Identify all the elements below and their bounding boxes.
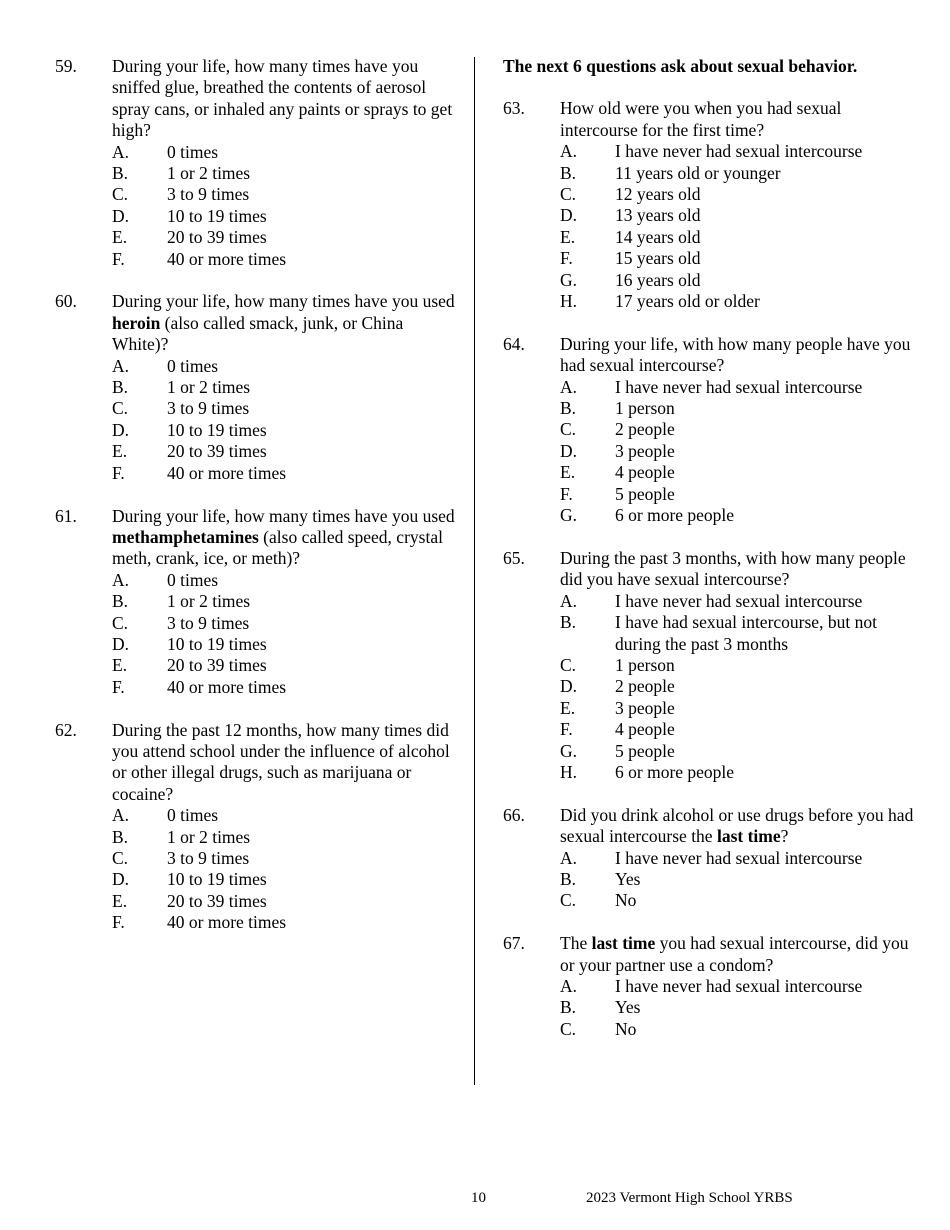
option-text: 20 to 39 times [167,227,267,248]
option-letter: F. [112,912,125,933]
question-header [503,334,923,377]
question-59 [55,56,455,270]
option-text: 0 times [167,805,219,826]
option-text: 3 to 9 times [167,398,250,419]
option-text: 0 times [167,569,219,590]
option-text: Yes [615,868,641,889]
question-text-segment: ? [780,826,789,847]
answer-option [560,441,923,462]
option-letter: B. [112,826,129,847]
option-letter: B. [112,377,129,398]
option-letter: F. [112,248,125,269]
answer-option [112,398,455,419]
option-letter: E. [560,226,576,247]
answer-option [112,206,455,227]
answer-option [112,848,455,869]
option-letter: F. [112,676,125,697]
option-text: Yes [615,997,641,1018]
question-text [560,98,923,141]
option-letter: H. [560,291,578,312]
option-text: 10 to 19 times [167,869,267,890]
question-text-segment: (also called speed, crystal meth, crank, ice, or meth)? [112,526,443,569]
answer-option [560,248,923,269]
answer-option [560,462,923,483]
option-letter: H. [560,761,578,782]
question-header [503,98,923,141]
question-63 [503,98,923,312]
option-letter: F. [560,248,573,269]
option-text: I have never had sexual intercourse [615,976,863,996]
option-letter: E. [560,697,576,718]
question-text-segment: Did you drink alcohol or use drugs before you had sexual intercourse the [560,804,914,847]
question-text [112,56,455,142]
option-letter: A. [560,976,578,996]
option-letter: E. [112,890,128,911]
question-text-segment: During your life, how many times have you sniffed glue, breathed the contents of aerosol spray cans, or inhaled any paints or sprays to get high? [112,56,453,141]
question-text [560,548,923,591]
option-text: 3 people [615,697,675,718]
answer-option [560,591,923,612]
option-text: 6 or more people [615,505,735,526]
option-letter: E. [112,227,128,248]
option-letter: E. [560,462,576,483]
question-text [112,291,455,355]
answer-option [560,698,923,719]
answer-option [112,249,455,270]
document-title: 2023 Vermont High School YRBS [586,1190,793,1206]
question-66 [503,805,923,912]
option-text: 20 to 39 times [167,655,267,676]
option-letter: A. [112,569,130,590]
option-text: I have never had sexual intercourse [615,376,863,397]
option-letter: A. [112,805,130,826]
question-number: 64. [503,333,525,354]
answer-option [560,890,923,911]
option-letter: A. [560,141,578,162]
answer-option [560,377,923,398]
answer-option [112,677,455,698]
option-letter: C. [560,184,577,205]
answer-option [560,270,923,291]
question-number: 63. [503,98,525,119]
answer-option [560,205,923,226]
option-text: 12 years old [615,184,701,205]
question-emphasis: last time [591,933,656,954]
option-text: 1 person [615,398,675,419]
answer-option [112,591,455,612]
page-number: 10 [471,1190,486,1206]
option-text: 15 years old [615,248,701,269]
option-letter: A. [560,376,578,397]
option-text: 3 to 9 times [167,184,250,205]
question-64 [503,334,923,527]
answer-option [560,227,923,248]
answer-option [112,377,455,398]
option-text: 20 to 39 times [167,441,267,462]
answer-option [112,356,455,377]
option-letter: D. [112,633,130,654]
option-text: 1 person [615,654,675,675]
option-text: 6 or more people [615,761,735,782]
question-65 [503,548,923,783]
option-text: 40 or more times [167,248,287,269]
option-text: No [615,1018,637,1039]
option-letter: G. [560,269,578,290]
option-text: 5 people [615,740,675,761]
option-letter: C. [112,398,129,419]
option-text: 1 or 2 times [167,377,251,398]
question-number: 61. [55,505,77,526]
answer-option [560,655,923,676]
option-letter: B. [560,398,577,419]
answer-option [112,869,455,890]
answer-option [560,163,923,184]
option-letter: A. [112,141,130,162]
option-text: 2 people [615,676,675,697]
question-emphasis: heroin [112,312,161,333]
answer-option [560,398,923,419]
option-letter: E. [112,655,128,676]
option-text: 20 to 39 times [167,890,267,911]
option-letter: F. [112,462,125,483]
question-number: 59. [55,56,77,76]
question-text-segment: During your life, how many times have you used [112,291,455,312]
answer-option [112,912,455,933]
option-text: 4 people [615,462,675,483]
option-letter: A. [560,590,578,611]
option-text: 14 years old [615,226,701,247]
answer-option [112,184,455,205]
question-header [55,56,455,142]
answer-option [112,441,455,462]
question-text-segment: During your life, with how many people have you had sexual intercourse? [560,333,911,376]
question-header [503,805,923,848]
option-letter: C. [560,419,577,440]
option-letter: C. [112,847,129,868]
question-number: 60. [55,291,77,312]
left-column [55,56,455,955]
option-text: 3 to 9 times [167,847,250,868]
question-text-segment: The [560,933,592,954]
answer-option [560,762,923,783]
option-letter: C. [112,184,129,205]
answer-option [560,612,923,655]
option-letter: D. [112,205,130,226]
option-letter: C. [560,654,577,675]
option-text: 16 years old [615,269,701,290]
option-text: No [615,890,637,911]
option-text: 4 people [615,719,675,740]
question-text-segment: During your life, how many times have you used [112,505,455,526]
option-letter: E. [112,441,128,462]
question-text-segment: During the past 12 months, how many times did you attend school under the influence of alcohol or other illegal drugs, such as marijuana or cocaine? [112,719,450,804]
question-number: 66. [503,804,525,825]
answer-option [560,419,923,440]
option-text: 17 years old or older [615,291,760,312]
option-letter: A. [112,355,130,376]
option-letter: G. [560,505,578,526]
option-letter: D. [560,205,578,226]
question-60 [55,291,455,484]
option-letter: B. [560,997,577,1018]
answer-option [112,227,455,248]
answer-option [560,848,923,869]
option-text: 40 or more times [167,912,287,933]
option-letter: D. [560,676,578,697]
question-67 [503,933,923,1040]
option-letter: B. [560,868,577,889]
question-text [560,334,923,377]
answer-option [560,484,923,505]
answer-option [560,1019,923,1040]
section-heading: The next 6 questions ask about sexual behavior. [503,56,858,76]
question-header [55,720,455,806]
question-text [112,720,455,806]
question-text [560,805,923,848]
option-text: 11 years old or younger [615,162,781,183]
option-text: I have never had sexual intercourse [615,590,863,611]
answer-option [112,891,455,912]
answer-option [560,141,923,162]
option-text: 3 people [615,440,675,461]
option-text: 0 times [167,141,219,162]
option-text: 3 to 9 times [167,612,250,633]
option-letter: B. [112,163,129,184]
option-text: 2 people [615,419,675,440]
answer-option [112,827,455,848]
answer-option [560,291,923,312]
option-text: 5 people [615,483,675,504]
answer-option [112,805,455,826]
option-text: 10 to 19 times [167,633,267,654]
question-emphasis: last time [716,826,781,847]
answer-option [560,976,923,997]
answer-option [112,613,455,634]
option-text: 13 years old [615,205,701,226]
option-letter: D. [112,869,130,890]
option-text: 1 or 2 times [167,591,251,612]
option-letter: A. [560,847,578,868]
answer-option [112,570,455,591]
answer-option [560,505,923,526]
question-header [503,933,923,976]
option-letter: D. [112,419,130,440]
answer-option [560,719,923,740]
option-text: 10 to 19 times [167,205,267,226]
option-text: 40 or more times [167,676,287,697]
column-divider [474,57,475,1085]
question-number: 67. [503,933,525,954]
answer-option [112,163,455,184]
answer-option [560,997,923,1018]
question-header [55,506,455,570]
question-text-segment: During the past 3 months, with how many people did you have sexual intercourse? [560,547,906,590]
answer-option [112,142,455,163]
question-62 [55,720,455,934]
option-letter: B. [112,591,129,612]
question-text-segment: you had sexual intercourse, did you or your partner use a condom? [560,933,909,975]
answer-option [112,634,455,655]
option-text: I have never had sexual intercourse [615,141,863,162]
question-header [55,291,455,355]
question-number: 65. [503,547,525,568]
option-letter: F. [560,483,573,504]
option-text: 1 or 2 times [167,163,251,184]
question-text [112,506,455,570]
right-column [503,56,923,1062]
option-text: I have had sexual intercourse, but not during the past 3 months [615,612,877,654]
option-text: I have never had sexual intercourse [615,847,863,868]
question-text-segment: (also called smack, junk, or China White)? [112,312,404,355]
option-text: 0 times [167,355,219,376]
answer-option [560,869,923,890]
option-letter: F. [560,719,573,740]
question-emphasis: methamphetamines [112,526,259,547]
option-letter: C. [112,612,129,633]
answer-option [560,184,923,205]
answer-option [112,463,455,484]
question-61 [55,506,455,699]
answer-option [560,741,923,762]
question-number: 62. [55,719,77,740]
question-text [560,933,923,976]
option-letter: B. [560,612,577,633]
option-text: 40 or more times [167,462,287,483]
option-text: 1 or 2 times [167,826,251,847]
question-text-segment: How old were you when you had sexual intercourse for the first time? [560,98,842,140]
answer-option [112,655,455,676]
option-letter: C. [560,890,577,911]
answer-option [112,420,455,441]
option-letter: B. [560,162,577,183]
option-text: 10 to 19 times [167,419,267,440]
option-letter: D. [560,440,578,461]
option-letter: G. [560,740,578,761]
answer-option [560,676,923,697]
option-letter: C. [560,1018,577,1039]
question-header [503,548,923,591]
